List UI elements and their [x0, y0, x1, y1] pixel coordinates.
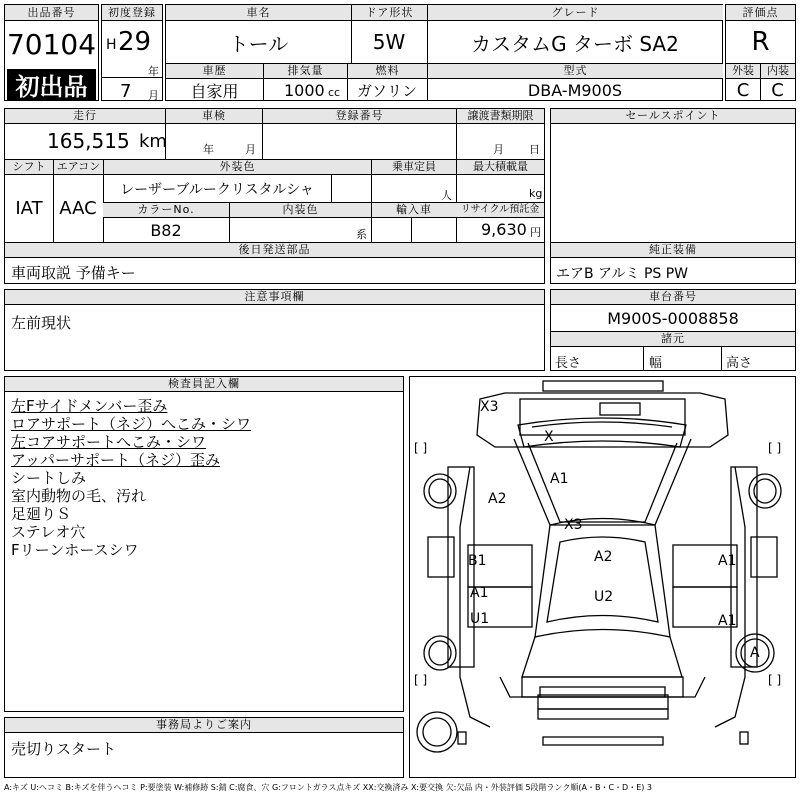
inspector-line: シートしみ [11, 469, 87, 487]
later-parts-value: 車両取説 予備キー [11, 264, 136, 282]
damage-mark: A1 [718, 553, 737, 569]
details-box [4, 108, 545, 284]
car-info-box [165, 4, 723, 101]
bracket-right-rear: [ ] [768, 673, 782, 687]
inspector-line: ロアサポート（ネジ）へこみ・シワ [11, 415, 252, 433]
damage-mark: A [750, 645, 760, 661]
model-label: 型式 [427, 64, 723, 79]
office-box [4, 717, 404, 778]
fuel-label: 燃料 [347, 64, 427, 79]
notes-label: 注意事項欄 [5, 290, 544, 305]
transfer-label: 譲渡書類期限 [456, 109, 544, 124]
capacity-unit: 人 [441, 189, 452, 202]
lot-label: 出品番号 [5, 5, 98, 21]
mileage-unit: km [139, 131, 167, 152]
model-code: DBA-M900S [527, 80, 623, 100]
mileage-label: 走行 [5, 109, 165, 124]
lot-number: 70104 [6, 27, 97, 61]
damage-mark: A1 [550, 471, 569, 487]
damage-mark: X [544, 429, 554, 445]
exterior-color-label: 外装色 [103, 160, 371, 175]
exterior-color-value: レーザーブルークリスタルシャ [120, 181, 314, 198]
recycle-unit: 円 [530, 226, 541, 239]
shift-value: IAT [15, 198, 43, 219]
damage-mark: A1 [718, 613, 737, 629]
chassis-box [550, 289, 796, 371]
interior-grade: C [771, 79, 784, 101]
damage-mark: X3 [480, 399, 499, 415]
chassis-label: 車台番号 [551, 290, 795, 305]
inspection-month-unit: 月 [245, 143, 256, 156]
history-value: 自家用 [190, 81, 239, 101]
plate-label: 登録番号 [262, 109, 456, 124]
inspection-label: 車検 [165, 109, 262, 124]
score-box [725, 4, 796, 101]
chassis-number: M900S-0008858 [607, 308, 739, 328]
interior-color-unit: 系 [356, 228, 367, 241]
spec-label: 諸元 [551, 332, 795, 347]
bracket-right: [ ] [768, 441, 782, 455]
reg-year: 29 [118, 27, 152, 57]
fuel-value: ガソリン [356, 81, 417, 100]
car-name: トール [228, 31, 289, 56]
inspector-line: 足廻りＳ [11, 505, 72, 523]
inspector-line: アッパーサポート（ネジ）歪み [11, 451, 220, 469]
capacity-label: 乗車定員 [371, 160, 456, 175]
aircon-label: エアコン [53, 160, 103, 175]
era: H [106, 37, 117, 53]
history-label: 車歴 [166, 64, 263, 79]
grade: カスタムG ターボ SA2 [471, 31, 679, 56]
month-unit: 月 [148, 89, 159, 102]
bracket-left: [ ] [414, 441, 428, 455]
interior-grade-label: 内装 [760, 64, 795, 79]
transfer-day-unit: 日 [529, 143, 540, 156]
displacement-unit: cc [328, 86, 341, 99]
score-label: 評価点 [726, 5, 795, 21]
damage-mark: A1 [470, 585, 489, 601]
mileage-value: 165,515 [47, 129, 130, 153]
score-value: R [751, 27, 770, 57]
load-unit: kg [529, 187, 543, 200]
damage-mark: A2 [488, 491, 507, 507]
car-name-label: 車名 [166, 5, 351, 21]
color-no-label: カラーNo. [103, 203, 229, 218]
year-unit: 年 [148, 65, 159, 78]
damage-mark: X3 [564, 517, 583, 533]
damage-mark: U2 [594, 589, 614, 605]
bracket-left-rear: [ ] [414, 673, 428, 687]
inspector-line: 室内動物の毛、汚れ [11, 487, 147, 505]
later-parts-label: 後日発送部品 [5, 243, 544, 258]
displacement-value: 1000 [284, 81, 325, 100]
car-diagram [409, 376, 796, 778]
load-label: 最大積載量 [456, 160, 544, 175]
registration-box [101, 4, 163, 101]
damage-mark: B1 [468, 553, 487, 569]
sales-point-label: セールスポイント [551, 109, 795, 124]
notes-value: 左前現状 [11, 314, 72, 332]
interior-color-label: 内装色 [229, 203, 371, 218]
equipment-value: エアB アルミ PS PW [556, 266, 689, 282]
grade-label: グレード [427, 5, 723, 21]
aircon-value: AAC [59, 198, 97, 219]
width-label: 幅 [649, 356, 663, 371]
transfer-month-unit: 月 [493, 143, 504, 156]
inspector-label: 検査員記入欄 [5, 377, 403, 392]
lot-box [4, 4, 99, 101]
inspector-line: Fリーンホースシワ [11, 541, 139, 559]
reg-month: 7 [120, 81, 132, 102]
damage-mark: U1 [470, 611, 490, 627]
damage-mark: A2 [594, 549, 613, 565]
first-listing-badge: 初出品 [7, 69, 96, 100]
inspector-line: ステレオ穴 [11, 523, 86, 541]
exterior-grade-label: 外装 [726, 64, 760, 79]
sales-point-box [550, 108, 796, 284]
recycle-value: 9,630 [481, 220, 527, 239]
doors-label: ドア形状 [351, 5, 427, 21]
exterior-grade: C [736, 79, 750, 101]
office-label: 事務局よりご案内 [5, 718, 403, 733]
door-type: 5W [372, 30, 406, 54]
office-value: 売切りスタート [11, 740, 117, 758]
inspection-year-unit: 年 [203, 143, 214, 156]
inspector-line: 左Fサイドメンバー歪み [11, 397, 168, 415]
inspector-line: 左コアサポートへこみ・シワ [11, 433, 207, 451]
color-no-value: B82 [150, 220, 182, 240]
first-reg-label: 初度登録 [102, 5, 162, 21]
import-label: 輸入車 [371, 203, 456, 218]
displacement-label: 排気量 [263, 64, 347, 79]
legend: A:キズ U:ヘコミ B:キズを伴うヘコミ P:要塗装 W:補修跡 S:錆 C:腐食、穴 G:フロントガラス点キズ XX:交換済み X:要交換 欠:欠品 内・外装評価 5段階ランク順(A・B・C・D・E) 3 [4, 783, 653, 792]
shift-label: シフト [5, 160, 53, 175]
equipment-label: 純正装備 [551, 243, 795, 258]
recycle-label: リサイクル預託金 [456, 203, 544, 218]
inspector-box [4, 376, 404, 712]
notes-box [4, 289, 545, 371]
height-label: 高さ [726, 356, 753, 371]
car-outline-svg [410, 377, 795, 777]
length-label: 長さ [555, 356, 582, 371]
